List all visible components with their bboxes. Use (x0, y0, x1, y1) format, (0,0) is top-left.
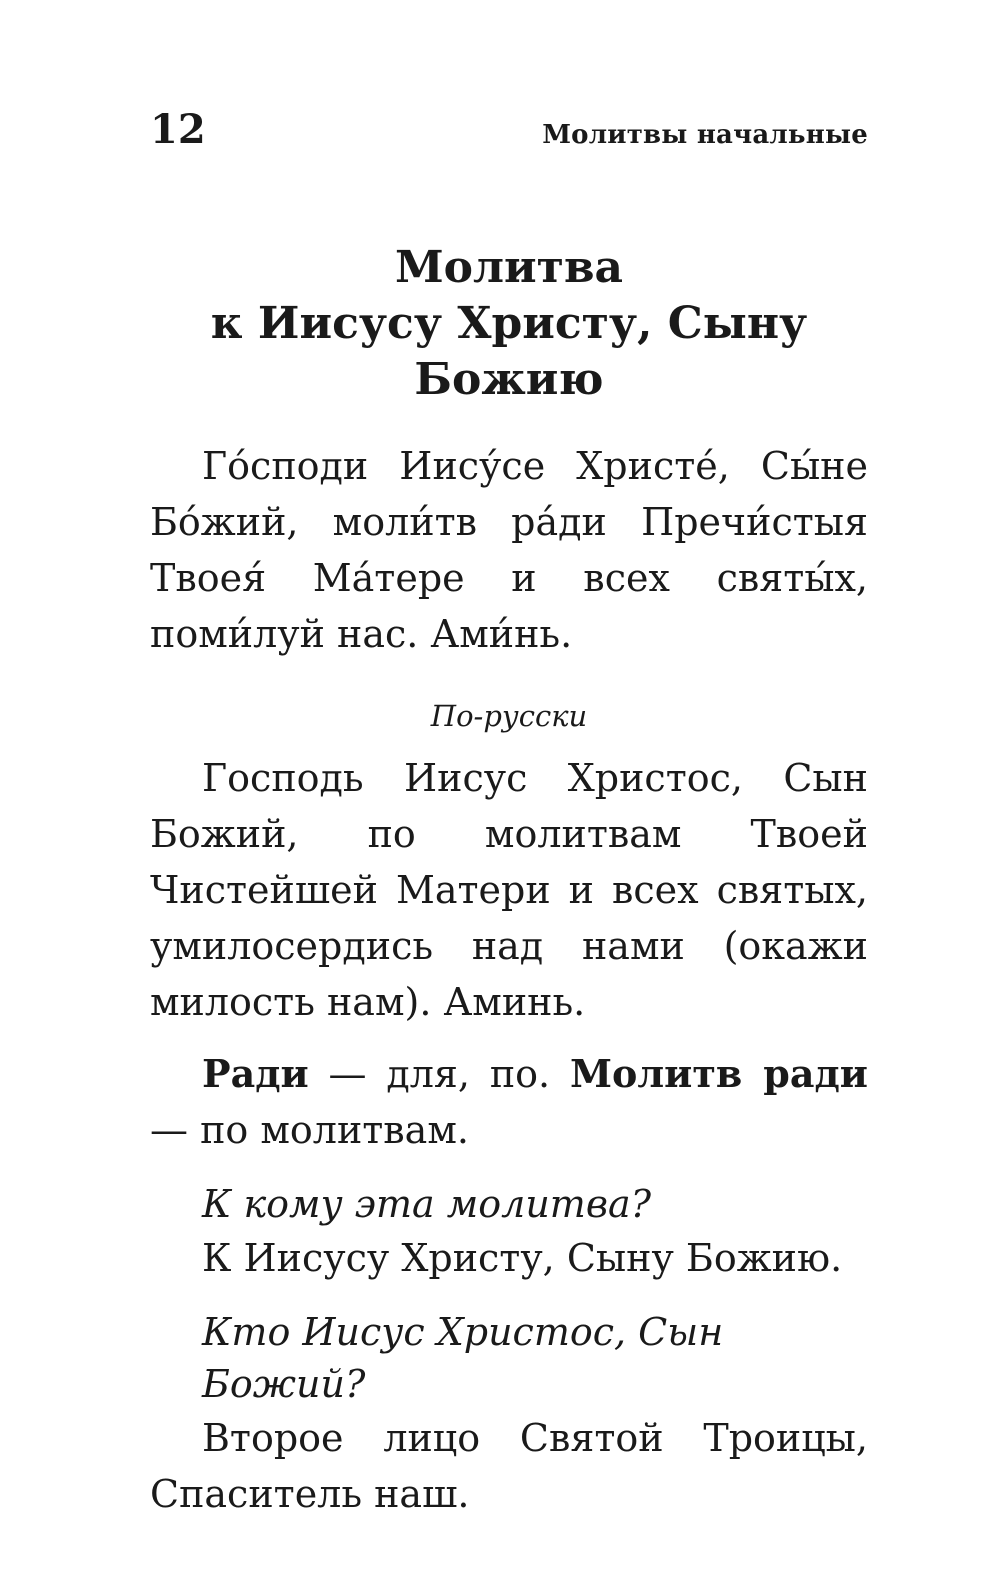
section-title: Молитвы начальные (542, 120, 868, 150)
translation-label: По-русски (430, 699, 588, 733)
prayer-title-line-3: Божию (414, 354, 604, 405)
question-1: К кому эта молитва? (202, 1182, 651, 1226)
running-head (150, 108, 868, 158)
glossary-block (150, 1046, 868, 1158)
answer-1: К Иисусу Христу, Сыну Божию. (202, 1236, 843, 1280)
glossary-term-1: Ради (202, 1051, 309, 1096)
prayer-title (150, 240, 868, 408)
slavonic-prayer-text: Го́споди Иису́се Христе́, Сы́не Бо́жий, моли́тв ра́ди Пречи́стыя Твоея́ Ма́тере и всех святы́х, поми́луй нас. Ами́нь. (150, 444, 868, 656)
question-answer-1 (150, 1178, 868, 1286)
question-answer-2 (150, 1306, 868, 1522)
page-number: 12 (150, 106, 206, 153)
answer-2: Второе лицо Святой Троицы, Спаситель наш. (150, 1416, 868, 1516)
glossary-definition-2: — по молитвам. (150, 1108, 469, 1152)
russian-prayer-text: Господь Иисус Христос, Сын Божий, по молитвам Твоей Чистейшей Матери и всех святых, умилосердись над нами (окажи милость нам). Аминь. (150, 756, 868, 1024)
russian-prayer-block (150, 750, 868, 1030)
question-2: Кто Иисус Христос, Сын Божий? (202, 1310, 724, 1406)
book-page (150, 0, 868, 1570)
slavonic-prayer-block (150, 438, 868, 662)
glossary-term-2: Молитв ради (569, 1051, 868, 1096)
glossary-definition-1: — для, по. (308, 1052, 570, 1096)
prayer-title-line-2: к Иисусу Христу, Сыну (210, 298, 808, 349)
prayer-title-line-1: Молитва (394, 242, 624, 293)
glossary-paragraph (150, 1046, 868, 1158)
